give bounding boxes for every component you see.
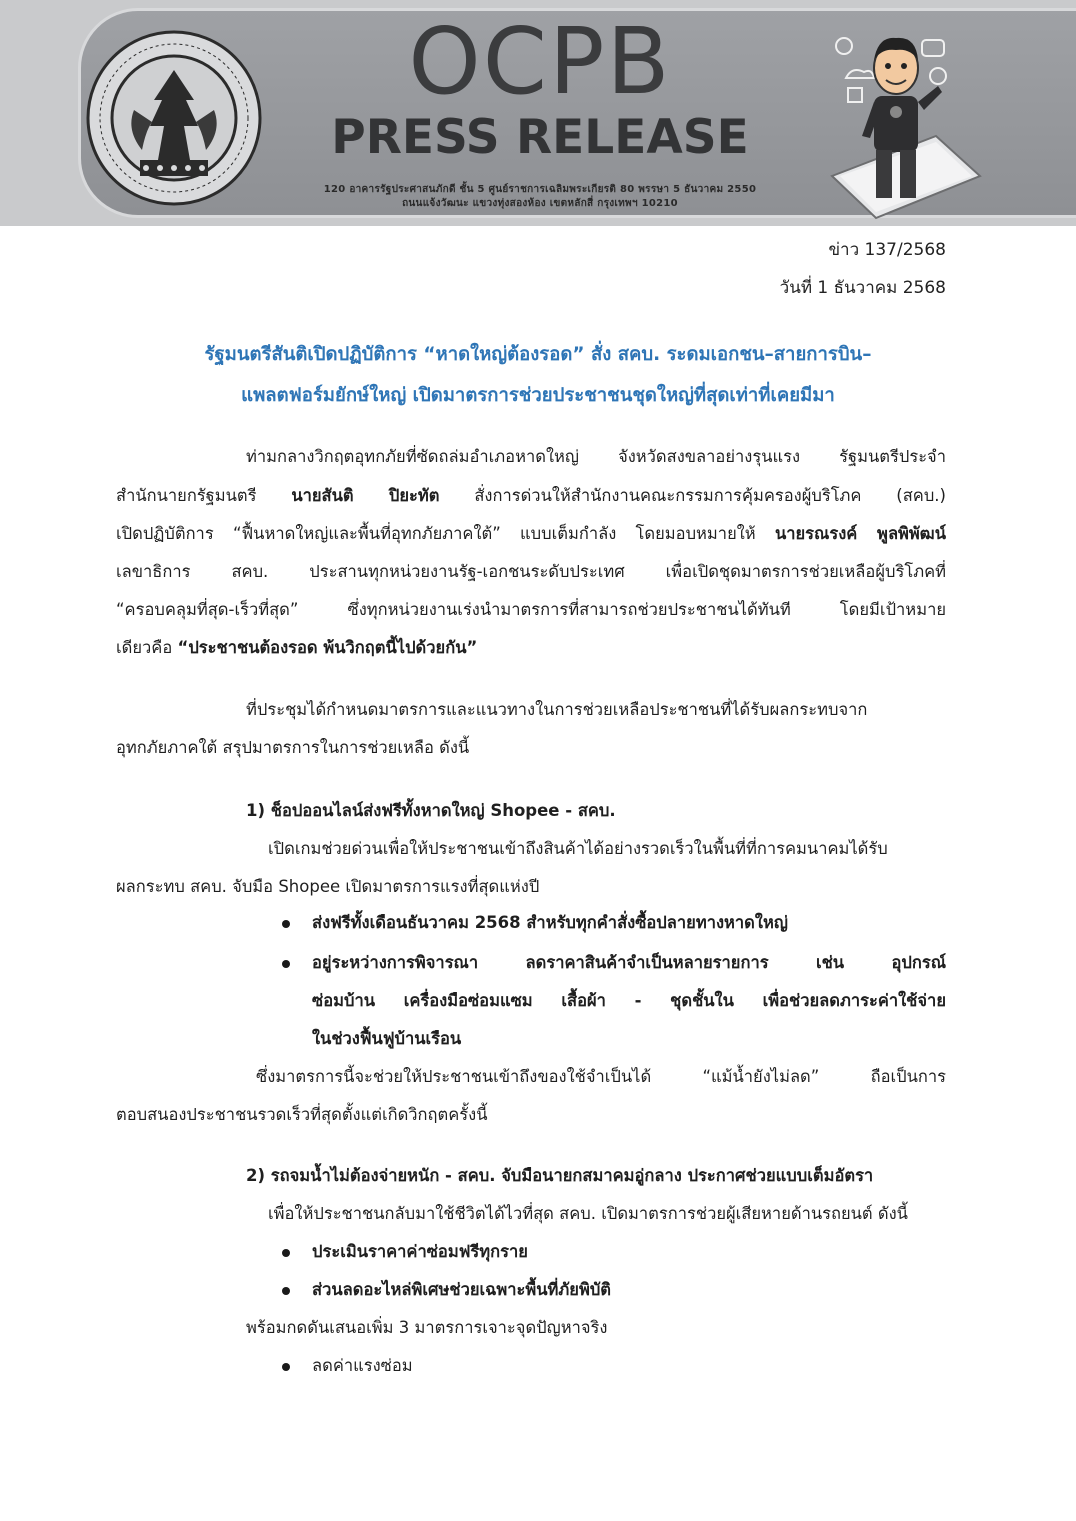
header-address-line1: 120 อาคารรัฐประศาสนภักดี ชั้น 5 ศูนย์ราชการเฉลิมพระเกียรติ 80 พรรษา 5 ธันวาคม 2550 bbox=[323, 184, 757, 195]
bullet-icon bbox=[282, 1363, 290, 1371]
section2-heading: 2) รถจมน้ำไม่ต้องจ่ายหนัก - สคบ. จับมือนายกสมาคมอู่กลาง ประกาศช่วยแบบเต็มอัตรา bbox=[246, 1166, 874, 1185]
section1-outro-line1: ซึ่งมาตรการนี้จะช่วยให้ประชาชนเข้าถึงของใช้จำเป็นได้ “แม้น้ำยังไม่ลด” ถือเป็นการ bbox=[256, 1067, 946, 1086]
section1-bullet2-line3: ในช่วงฟื้นฟูบ้านเรือน bbox=[312, 1029, 462, 1048]
headline-line2: แพลตฟอร์มยักษ์ใหญ่ เปิดมาตรการช่วยประชาชนชุดใหญ่ที่สุดเท่าที่เคยมีมา bbox=[241, 385, 835, 406]
para1-line5: “ครอบคลุมที่สุด-เร็วที่สุด” ซึ่งทุกหน่วยงานเร่งนำมาตรการที่สามารถช่วยประชาชนได้ทันที โดยมีเป้าหมาย bbox=[116, 600, 946, 619]
para1-line4: เลขาธิการ สคบ. ประสานทุกหน่วยงานรัฐ-เอกชนระดับประเทศ เพื่อเปิดชุดมาตรการช่วยเหลือผู้บริโภคที่ bbox=[116, 562, 946, 581]
section2-bullet1: ประเมินราคาค่าซ่อมฟรีทุกราย bbox=[312, 1242, 528, 1261]
section2-intro: เพื่อให้ประชาชนกลับมาใช้ชีวิตได้ไวที่สุด สคบ. เปิดมาตรการช่วยผู้เสียหายด้านรถยนต์ ดังนี้ bbox=[268, 1204, 908, 1223]
para1-line6 bbox=[116, 635, 477, 661]
section1-bullet2-line1: อยู่ระหว่างการพิจารณา ลดราคาสินค้าจำเป็นหลายรายการ เช่น อุปกรณ์ bbox=[312, 953, 946, 972]
section1-outro-line2: ตอบสนองประชาชนรวดเร็วที่สุดตั้งแต่เกิดวิกฤตครั้งนี้ bbox=[116, 1105, 488, 1124]
headline-line1: รัฐมนตรีสันติเปิดปฏิบัติการ “หาดใหญ่ต้องรอด” สั่ง สคบ. ระดมเอกชน–สายการบิน– bbox=[204, 344, 872, 365]
news-number: ข่าว 137/2568 bbox=[828, 240, 946, 260]
section1-intro-line1: เปิดเกมช่วยด่วนเพื่อให้ประชาชนเข้าถึงสินค้าได้อย่างรวดเร็วในพื้นที่ที่การคมนาคมได้รับ bbox=[268, 839, 888, 858]
para1-line2 bbox=[116, 483, 946, 509]
section2-more-bullet1: ลดค่าแรงซ่อม bbox=[312, 1356, 413, 1375]
news-date: วันที่ 1 ธันวาคม 2568 bbox=[779, 278, 946, 298]
bullet-icon bbox=[282, 1287, 290, 1295]
bullet-icon bbox=[282, 920, 290, 928]
section2-bullet2: ส่วนลดอะไหล่พิเศษช่วยเฉพาะพื้นที่ภัยพิบัติ bbox=[312, 1280, 612, 1299]
press-release-header bbox=[0, 0, 1076, 226]
para1-line2a: สำนักนายกรัฐมนตรี bbox=[116, 486, 292, 505]
slogan: “ประชาชนต้องรอด พ้นวิกฤตนี้ไปด้วยกัน” bbox=[177, 638, 478, 657]
mascot-illustration bbox=[826, 26, 986, 222]
section1-bullet1: ส่งฟรีทั้งเดือนธันวาคม 2568 สำหรับทุกคำสั่งซื้อปลายทางหาดใหญ่ bbox=[312, 913, 788, 932]
bullet-icon bbox=[282, 960, 290, 968]
para2-line1: ที่ประชุมได้กำหนดมาตรการและแนวทางในการช่วยเหลือประชาชนที่ได้รับผลกระทบจาก bbox=[246, 700, 868, 719]
header-title: OCPB bbox=[408, 8, 672, 115]
para1-line2c: สั่งการด่วนให้สำนักงานคณะกรรมการคุ้มครองผู้บริโภค (สคบ.) bbox=[439, 486, 946, 505]
header-subtitle: PRESS RELEASE bbox=[331, 110, 749, 165]
secretary-name: นายรณรงค์ พูลพิพัฒน์ bbox=[774, 524, 946, 543]
minister-name: นายสันติ ปิยะทัต bbox=[291, 486, 440, 505]
section1-bullet2-line2: ซ่อมบ้าน เครื่องมือซ่อมแซม เสื้อผ้า - ชุดชั้นใน เพื่อช่วยลดภาระค่าใช้จ่าย bbox=[312, 991, 946, 1010]
para1-line1: ท่ามกลางวิกฤตอุทกภัยที่ซัดถล่มอำเภอหาดใหญ่ จังหวัดสงขลาอย่างรุนแรง รัฐมนตรีประจำ bbox=[246, 447, 946, 466]
para1-line6a: เดียวคือ bbox=[116, 638, 178, 657]
para2-line2: อุทกภัยภาคใต้ สรุปมาตรการในการช่วยเหลือ ดังนี้ bbox=[116, 738, 470, 757]
section2-more: พร้อมกดดันเสนอเพิ่ม 3 มาตรการเจาะจุดปัญหาจริง bbox=[246, 1318, 608, 1337]
header-address-line2: ถนนแจ้งวัฒนะ แขวงทุ่งสองห้อง เขตหลักสี่ กรุงเทพฯ 10210 bbox=[402, 198, 678, 209]
para1-line3 bbox=[116, 521, 946, 547]
section1-heading: 1) ช็อปออนไลน์ส่งฟรีทั้งหาดใหญ่ Shopee - สคบ. bbox=[246, 801, 616, 820]
para1-line3a: เปิดปฏิบัติการ “ฟื้นหาดใหญ่และพื้นที่อุทกภัยภาคใต้” แบบเต็มกำลัง โดยมอบหมายให้ bbox=[116, 524, 775, 543]
ocpb-seal-logo bbox=[86, 30, 262, 206]
section1-intro-line2: ผลกระทบ สคบ. จับมือ Shopee เปิดมาตรการแรงที่สุดแห่งปี bbox=[116, 877, 540, 896]
bullet-icon bbox=[282, 1249, 290, 1257]
